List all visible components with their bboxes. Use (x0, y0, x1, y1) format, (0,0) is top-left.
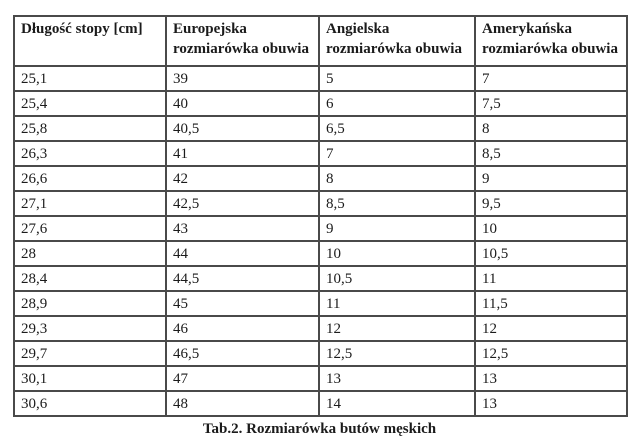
table-cell: 10 (475, 216, 627, 241)
table-cell: 13 (475, 391, 627, 416)
table-cell: 8 (319, 166, 475, 191)
column-header-english-size: Angielska rozmiarówka obuwia (319, 16, 475, 66)
table-cell: 40 (166, 91, 319, 116)
table-cell: 29,3 (14, 316, 166, 341)
table-row (14, 191, 627, 216)
table-header-row (14, 16, 627, 66)
table-cell: 48 (166, 391, 319, 416)
table-cell: 7 (475, 66, 627, 91)
table-row (14, 116, 627, 141)
table-cell: 39 (166, 66, 319, 91)
table-row (14, 366, 627, 391)
table-cell: 27,6 (14, 216, 166, 241)
table-cell: 9 (319, 216, 475, 241)
table-cell: 7 (319, 141, 475, 166)
table-row (14, 91, 627, 116)
table-cell: 44 (166, 241, 319, 266)
column-header-foot-length: Długość stopy [cm] (14, 16, 166, 66)
table-row (14, 391, 627, 416)
table-cell: 8,5 (475, 141, 627, 166)
table-cell: 30,1 (14, 366, 166, 391)
table-cell: 11 (475, 266, 627, 291)
table-cell: 12 (475, 316, 627, 341)
table-row (14, 266, 627, 291)
table-cell: 29,7 (14, 341, 166, 366)
table-cell: 43 (166, 216, 319, 241)
table-cell: 27,1 (14, 191, 166, 216)
table-cell: 28,4 (14, 266, 166, 291)
table-cell: 8 (475, 116, 627, 141)
table-cell: 41 (166, 141, 319, 166)
table-cell: 9,5 (475, 191, 627, 216)
table-cell: 47 (166, 366, 319, 391)
table-row (14, 141, 627, 166)
table-cell: 28,9 (14, 291, 166, 316)
table-cell: 13 (319, 366, 475, 391)
table-cell: 9 (475, 166, 627, 191)
table-row (14, 241, 627, 266)
table-cell: 11 (319, 291, 475, 316)
table-cell: 26,6 (14, 166, 166, 191)
table-cell: 25,8 (14, 116, 166, 141)
table-cell: 30,6 (14, 391, 166, 416)
table-row (14, 66, 627, 91)
table-cell: 6,5 (319, 116, 475, 141)
table-row (14, 166, 627, 191)
table-body (14, 66, 627, 416)
table-cell: 25,4 (14, 91, 166, 116)
table-cell: 12 (319, 316, 475, 341)
table-cell: 44,5 (166, 266, 319, 291)
table-cell: 12,5 (319, 341, 475, 366)
table-row (14, 291, 627, 316)
table-row (14, 316, 627, 341)
table-cell: 7,5 (475, 91, 627, 116)
table-cell: 11,5 (475, 291, 627, 316)
table-cell: 10 (319, 241, 475, 266)
table-cell: 10,5 (319, 266, 475, 291)
table-cell: 25,1 (14, 66, 166, 91)
table-cell: 5 (319, 66, 475, 91)
table-cell: 6 (319, 91, 475, 116)
table-cell: 12,5 (475, 341, 627, 366)
table-cell: 40,5 (166, 116, 319, 141)
table-cell: 14 (319, 391, 475, 416)
table-cell: 45 (166, 291, 319, 316)
column-header-european-size: Europejska rozmiarówka obuwia (166, 16, 319, 66)
table-cell: 26,3 (14, 141, 166, 166)
table-cell: 46 (166, 316, 319, 341)
table-row (14, 216, 627, 241)
table-cell: 42,5 (166, 191, 319, 216)
column-header-american-size: Amerykańska rozmiarówka obuwia (475, 16, 627, 66)
table-cell: 42 (166, 166, 319, 191)
table-cell: 46,5 (166, 341, 319, 366)
table-caption: Tab.2. Rozmiarówka butów męskich (202, 421, 437, 436)
table-row (14, 341, 627, 366)
table-cell: 8,5 (319, 191, 475, 216)
table-cell: 28 (14, 241, 166, 266)
table-cell: 10,5 (475, 241, 627, 266)
table-cell: 13 (475, 366, 627, 391)
shoe-size-table (13, 15, 628, 417)
